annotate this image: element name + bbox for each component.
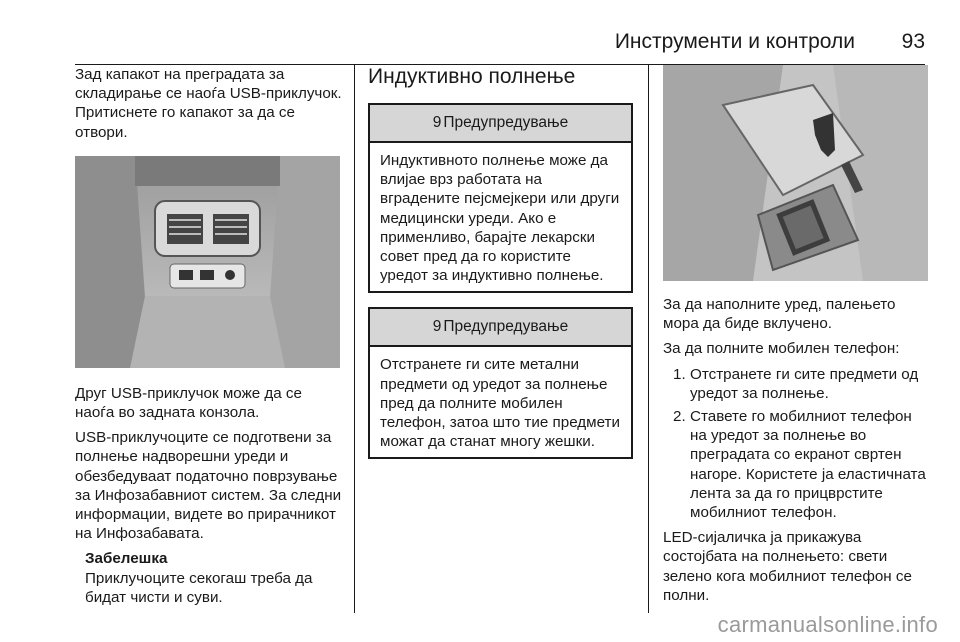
- warning-title-2: Предупредување: [443, 318, 569, 336]
- steps-list: [663, 365, 928, 523]
- warning-text-1: Индуктивното полнење може да влијае врз работата на вградените пејсмејкери или други медицински уреди. Ако е применливо, барајте лекарски совет пред да го користите уредот за индуктивно полнење.: [380, 152, 620, 285]
- warning-box-1: [368, 103, 633, 293]
- list-item: 1. Отстранете ги сите предмети од уредот за полнење.: [673, 365, 919, 402]
- column-2: [368, 65, 633, 473]
- section-heading: Индуктивно полнење: [368, 65, 576, 88]
- warning-text-2: Отстранете ги сите метални предмети од уредот за полнење пред да полните мобилен телефон, затоа што тие предмети можат да станат многу жешки.: [380, 356, 620, 451]
- page-header: [75, 24, 925, 54]
- charge-phone-intro: За да полните мобилен телефон:: [663, 340, 900, 358]
- list-item: 2. Ставете го мобилниот телефон на уредот за полнење во преградата со екранот свртен нагоре. Користете ја еластичната лента за да го прицврстите мобилниот телефон.: [673, 408, 926, 522]
- column-divider-2: [648, 65, 649, 613]
- warning-header-2: [370, 309, 631, 347]
- column-1: [75, 65, 343, 607]
- note: [85, 549, 343, 607]
- header-title: Инструменти и контроли: [614, 30, 855, 53]
- warning-title-1: Предупредување: [443, 114, 569, 131]
- led-status-text: LED-сијаличка ја прикажува состојбата на полнењето: свети зелено кога мобилниот телефон се полни.: [663, 529, 912, 604]
- watermark: carmanualsonline.info: [717, 612, 938, 637]
- note-text: Приклучоците секогаш треба да бидат чисти и суви.: [85, 569, 313, 606]
- usb-location-text: Зад капакот на преградата за складирање се наоѓа USB-приклучок. Притиснете го капакот за да се отвори.: [75, 66, 342, 141]
- usb-charging-text: USB-приклучоците се подготвени за полнење надворешни уреди и обезбедуваат податочно поврзување за Инфозабавниот систем. За следни информации, видете во прирачникот на Инфозабавата.: [75, 429, 342, 543]
- rear-console-usb-photo: [75, 156, 340, 368]
- column-3: [663, 65, 928, 611]
- warning-box-2: [368, 307, 633, 459]
- note-title: Забелешка: [85, 550, 168, 568]
- warning-icon: 9: [432, 318, 442, 336]
- ignition-text: За да наполните уред, палењето мора да биде вклучено.: [663, 296, 896, 333]
- warning-header-1: [370, 105, 631, 143]
- page-number: 93: [901, 30, 925, 53]
- warning-icon: 9: [432, 114, 442, 131]
- rear-usb-text: Друг USB-приклучок може да се наоѓа во задната конзола.: [75, 384, 302, 422]
- column-divider-1: [354, 65, 355, 613]
- inductive-charger-photo: [663, 65, 928, 281]
